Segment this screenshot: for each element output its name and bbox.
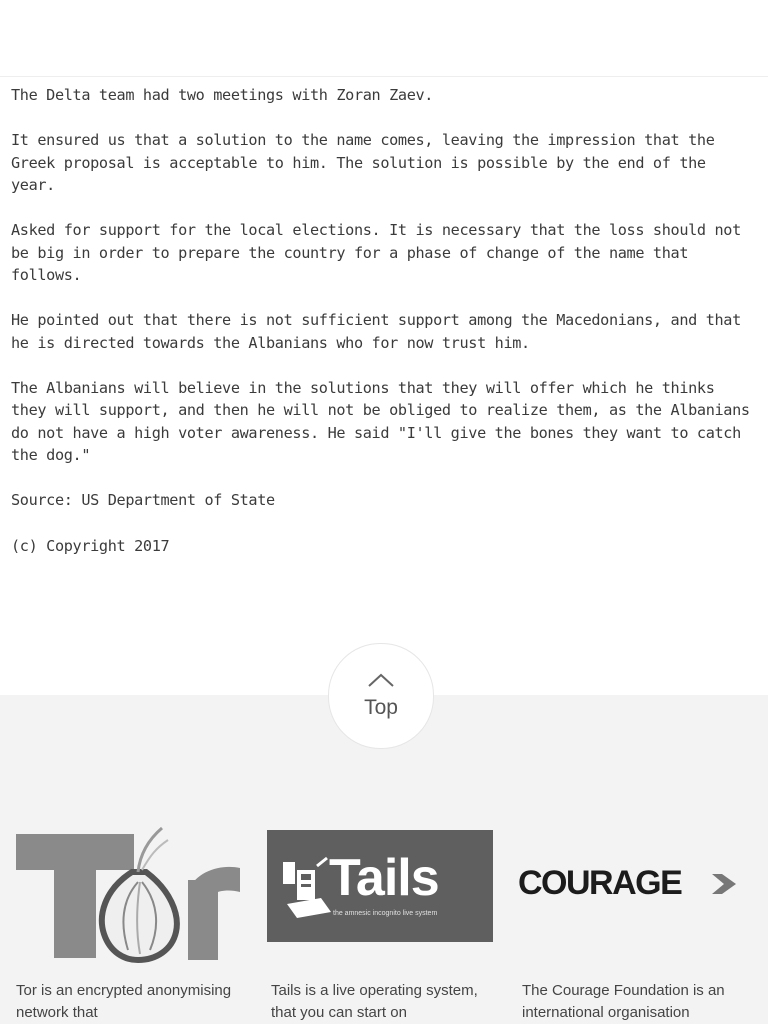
article-paragraph: It ensured us that a solution to the name comes, leaving the impression that the Greek proposal is acceptable to him. The solution is possible by the end of the year. (11, 131, 715, 194)
article-body (11, 84, 751, 580)
header-bar (0, 0, 768, 77)
tails-description: Tails is a live operating system, that you can start on (271, 982, 478, 1021)
back-to-top-button[interactable] (328, 643, 434, 749)
tor-description: Tor is an encrypted anonymising network that (16, 982, 232, 1021)
chevron-up-icon (367, 672, 395, 688)
tails-logo-text: Tails (329, 849, 439, 907)
copyright-notice: (c) Copyright 2017 (11, 536, 170, 555)
back-to-top-label: Top (364, 696, 398, 719)
article-paragraph: Asked for support for the local elections. It is necessary that the loss should not be big in order to prepare the country for a phase of change of the name that follows. (11, 221, 741, 284)
tails-logo[interactable] (267, 830, 493, 942)
article-paragraph: The Albanians will believe in the solutions that they will offer which he thinks they will support, and then he will not be obliged to realize them, as the Albanians do not have a high voter awareness. He said "I'll give the bones they want to catch the dog." (11, 378, 750, 464)
courage-logo[interactable] (518, 820, 758, 950)
courage-description: The Courage Foundation is an international organisation (522, 982, 725, 1021)
tor-logo[interactable] (12, 820, 247, 965)
article-paragraph: He pointed out that there is not sufficient support among the Macedonians, and that he is directed towards the Albanians who for now trust him. (11, 311, 741, 352)
courage-logo-text: COURAGE (518, 864, 682, 902)
arrow-right-icon (710, 870, 738, 898)
tails-computer-icon (277, 852, 337, 922)
article-paragraph: The Delta team had two meetings with Zoran Zaev. (11, 86, 434, 104)
tails-logo-subtitle: the amnesic incognito live system (333, 910, 438, 917)
article-source: Source: US Department of State (11, 491, 275, 509)
